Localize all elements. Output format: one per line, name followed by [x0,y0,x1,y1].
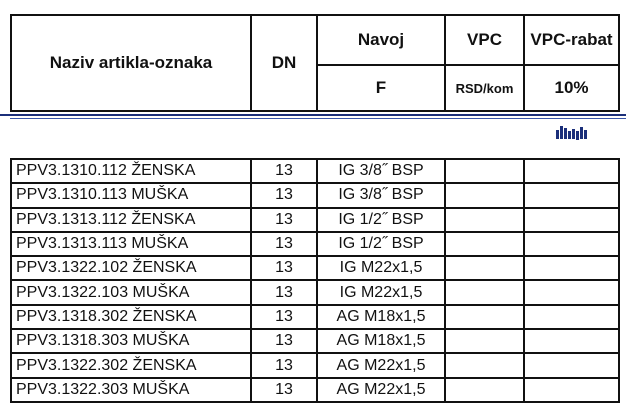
table-row [11,305,619,329]
vpc-price-cell [445,305,524,329]
thread-cell: IG M22x1,5 [317,280,445,304]
dn-cell: 13 [251,378,317,402]
thread-cell: AG M18x1,5 [317,329,445,353]
vpc-rabat-cell [524,256,619,280]
dn-cell: 13 [251,159,317,183]
vpc-rabat-cell [524,305,619,329]
thread-cell: AG M22x1,5 [317,378,445,402]
vpc-price-cell [445,256,524,280]
vpc-rabat-cell [524,183,619,207]
vpc-price-cell [445,329,524,353]
vpc-price-cell [445,378,524,402]
vpc-price-cell [445,159,524,183]
product-name-cell: PPV3.1310.112 ŽENSKA [11,159,251,183]
thread-cell: IG 3/8˝ BSP [317,159,445,183]
product-name-cell: PPV3.1322.302 ŽENSKA [11,353,251,377]
vpc-rabat-cell [524,329,619,353]
vpc-rabat-cell [524,280,619,304]
vpc-rabat-cell [524,232,619,256]
product-name-cell: PPV3.1318.303 MUŠKA [11,329,251,353]
product-table-body [11,159,619,402]
thread-cell: IG M22x1,5 [317,256,445,280]
header-dn: DN [251,15,317,111]
header-navoj: Navoj [317,15,445,65]
table-row [11,159,619,183]
dn-cell: 13 [251,183,317,207]
dmp-logo-icon [556,124,588,140]
product-name-cell: PPV3.1318.302 ŽENSKA [11,305,251,329]
vpc-rabat-cell [524,159,619,183]
thread-cell: IG 1/2˝ BSP [317,232,445,256]
table-row [11,329,619,353]
product-table [10,158,620,403]
dn-cell: 13 [251,208,317,232]
vpc-rabat-cell [524,208,619,232]
vpc-price-cell [445,208,524,232]
vpc-price-cell [445,183,524,207]
table-row [11,183,619,207]
vpc-rabat-cell [524,378,619,402]
product-name-cell: PPV3.1322.102 ŽENSKA [11,256,251,280]
header-rabat-percent: 10% [524,65,619,111]
thread-cell: AG M22x1,5 [317,353,445,377]
dn-cell: 13 [251,280,317,304]
vpc-price-cell [445,232,524,256]
table-row [11,280,619,304]
vpc-rabat-cell [524,353,619,377]
header-table [10,14,620,112]
table-row [11,378,619,402]
header-name: Naziv artikla-oznaka [11,15,251,111]
table-row [11,232,619,256]
table-row [11,256,619,280]
dn-cell: 13 [251,353,317,377]
thread-cell: AG M18x1,5 [317,305,445,329]
dn-cell: 13 [251,232,317,256]
dn-cell: 13 [251,329,317,353]
product-name-cell: PPV3.1322.103 MUŠKA [11,280,251,304]
product-name-cell: PPV3.1310.113 MUŠKA [11,183,251,207]
thread-cell: IG 3/8˝ BSP [317,183,445,207]
header-vpc-unit: RSD/kom [445,65,524,111]
product-name-cell: PPV3.1313.113 MUŠKA [11,232,251,256]
vpc-price-cell [445,353,524,377]
table-row [11,353,619,377]
separator-line [0,114,626,116]
product-name-cell: PPV3.1313.112 ŽENSKA [11,208,251,232]
product-name-cell: PPV3.1322.303 MUŠKA [11,378,251,402]
dn-cell: 13 [251,256,317,280]
separator-line-thin [10,118,626,119]
dn-cell: 13 [251,305,317,329]
header-navoj-sub: F [317,65,445,111]
thread-cell: IG 1/2˝ BSP [317,208,445,232]
vpc-price-cell [445,280,524,304]
header-vpc: VPC [445,15,524,65]
header-vpc-rabat: VPC-rabat [524,15,619,65]
table-row [11,208,619,232]
